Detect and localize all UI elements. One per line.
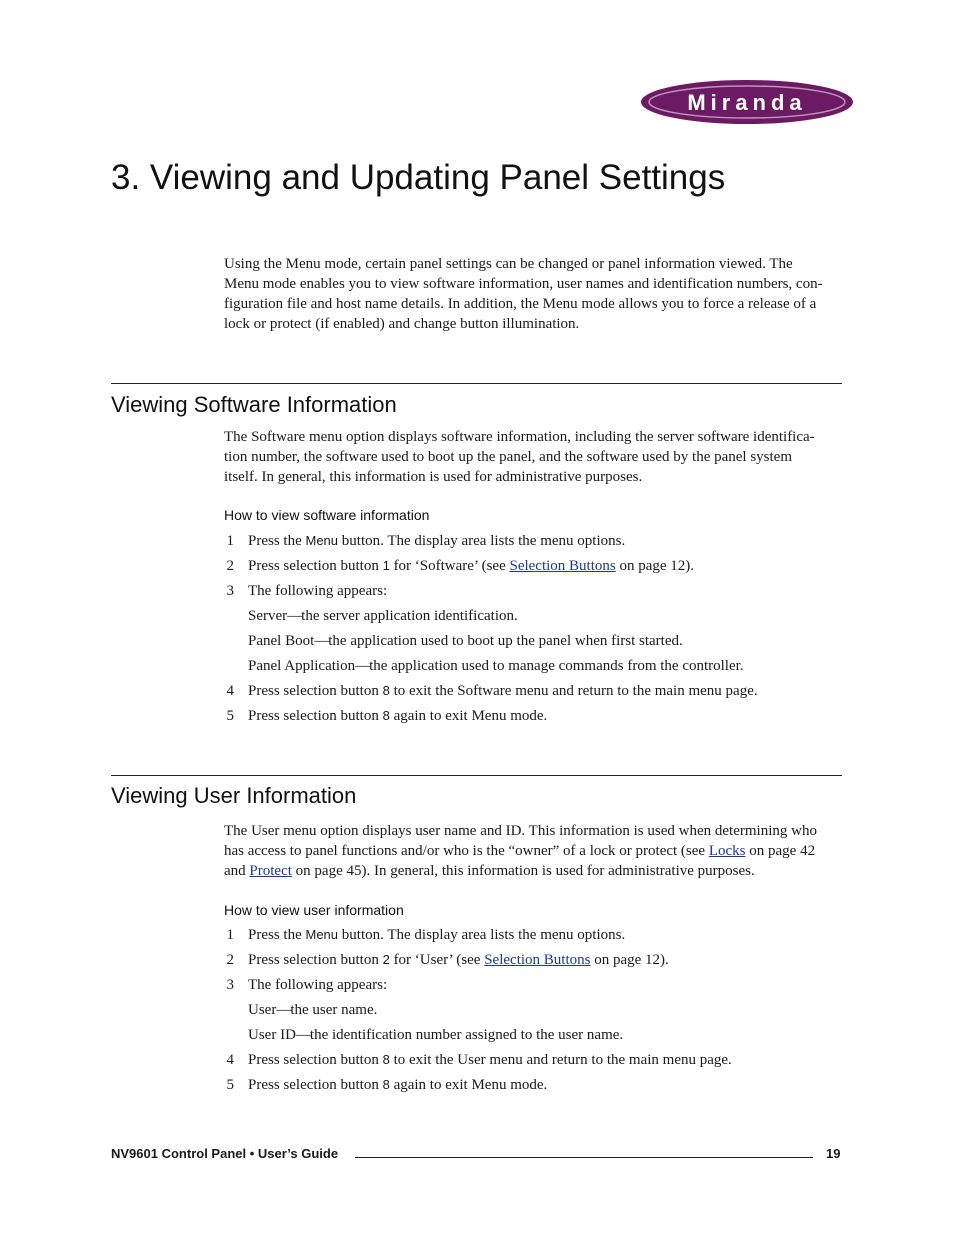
user-step-5: [224, 1075, 842, 1095]
paragraph-line: tion number, the software used to boot up the panel, and the software used by the panel system: [224, 449, 793, 465]
paragraph-line: [224, 861, 842, 881]
step-number: 4: [226, 1052, 234, 1068]
paragraph-text: The User menu option displays user name and ID. This information is used when determining who: [224, 823, 817, 839]
step-text: Press selection button: [248, 1077, 383, 1093]
step-text: Press selection button: [248, 952, 383, 968]
intro-line: Using the Menu mode, certain panel settings can be changed or panel information viewed. The: [224, 256, 793, 272]
miranda-logo: [640, 78, 854, 126]
step-text: button. The display area lists the menu options.: [338, 927, 626, 943]
menu-button-label: Menu: [305, 533, 339, 548]
item-dash: —: [287, 608, 302, 624]
user-step-4: [224, 1050, 842, 1070]
software-item-panel-boot: [224, 631, 866, 651]
item-term: User ID: [248, 1027, 296, 1043]
section-rule: [111, 383, 842, 384]
user-paragraph: [224, 821, 842, 881]
button-number: 8: [382, 708, 390, 723]
step-number: 1: [226, 927, 234, 943]
software-step-4: [224, 681, 842, 701]
software-section-heading: Viewing Software Information: [111, 392, 397, 417]
button-number: 8: [382, 1052, 390, 1067]
software-paragraph: [224, 427, 842, 487]
button-number: 8: [382, 683, 390, 698]
item-dash: —: [276, 1002, 291, 1018]
step-text: Press selection button: [248, 683, 383, 699]
paragraph-line: itself. In general, this information is used for administrative purposes.: [224, 469, 643, 485]
software-step-5: [224, 706, 842, 726]
step-text: The following appears:: [248, 977, 388, 993]
protect-link[interactable]: Protect: [249, 863, 292, 879]
step-number: 4: [226, 683, 234, 699]
menu-button-label: Menu: [305, 927, 339, 942]
step-number: 5: [226, 1077, 234, 1093]
paragraph-line: The Software menu option displays software information, including the server software identifica-: [224, 429, 815, 445]
software-item-panel-application: [224, 656, 866, 676]
section-rule: [111, 775, 842, 776]
footer-doc-title: NV9601 Control Panel • User’s Guide: [111, 1146, 339, 1161]
software-step-3: [224, 581, 842, 601]
logo-text: Miranda: [687, 90, 807, 115]
step-text: to exit the User menu and return to the main menu page.: [389, 1052, 732, 1068]
footer-rule: [355, 1157, 813, 1158]
step-number: 3: [226, 977, 234, 993]
selection-buttons-link[interactable]: Selection Buttons: [509, 558, 616, 574]
item-dash: —: [355, 658, 370, 674]
button-number: 8: [382, 1077, 390, 1092]
step-text: Press selection button: [248, 708, 383, 724]
user-step-1: [224, 925, 842, 945]
intro-line: figuration file and host name details. In addition, the Menu mode allows you to force a release of a: [224, 296, 817, 312]
step-text: again to exit Menu mode.: [389, 1077, 548, 1093]
software-item-server: [224, 606, 866, 626]
locks-link[interactable]: Locks: [708, 843, 746, 859]
software-step-2: [224, 556, 842, 576]
step-number: 5: [226, 708, 234, 724]
paragraph-line: [224, 821, 842, 841]
item-desc: the server application identification.: [301, 608, 518, 624]
user-item-user-id: [224, 1025, 866, 1045]
item-term: Panel Application: [248, 658, 356, 674]
footer-page-number: 19: [826, 1146, 841, 1161]
step-number: 2: [226, 952, 234, 968]
intro-line: Menu mode enables you to view software information, user names and identification numbers, con-: [224, 276, 823, 292]
software-procedure-heading: How to view software information: [224, 507, 430, 523]
user-step-2: [224, 950, 842, 970]
step-text: again to exit Menu mode.: [389, 708, 548, 724]
paragraph-text: and: [224, 863, 250, 879]
item-dash: —: [314, 633, 329, 649]
item-desc: the application used to manage commands from the controller.: [369, 658, 744, 674]
chapter-title: 3. Viewing and Updating Panel Settings: [111, 158, 726, 197]
step-text: Press the: [248, 533, 306, 549]
item-term: User: [248, 1002, 277, 1018]
user-procedure-heading: How to view user information: [224, 902, 404, 918]
selection-buttons-link[interactable]: Selection Buttons: [484, 952, 591, 968]
user-item-user: [224, 1000, 866, 1020]
step-text: to exit the Software menu and return to the main menu page.: [389, 683, 758, 699]
item-desc: the user name.: [290, 1002, 378, 1018]
paragraph-text: has access to panel functions and/or who is the “owner” of a lock or protect (see: [224, 843, 709, 859]
item-term: Panel Boot: [248, 633, 315, 649]
step-text: Press the: [248, 927, 306, 943]
user-step-3: [224, 975, 842, 995]
item-desc: the identification number assigned to the user name.: [309, 1027, 624, 1043]
step-text: for ‘Software’ (see: [389, 558, 510, 574]
step-text: button. The display area lists the menu options.: [338, 533, 626, 549]
button-number: 2: [382, 952, 390, 967]
user-section-heading: Viewing User Information: [111, 783, 357, 808]
step-text: Press selection button: [248, 1052, 383, 1068]
intro-line: lock or protect (if enabled) and change button illumination.: [224, 316, 580, 332]
item-term: Server: [248, 608, 288, 624]
item-desc: the application used to boot up the panel when first started.: [328, 633, 683, 649]
intro-paragraph: [224, 254, 842, 334]
paragraph-text: on page 45). In general, this information is used for administrative purposes.: [291, 863, 755, 879]
button-number: 1: [382, 558, 390, 573]
step-number: 1: [226, 533, 234, 549]
step-text: The following appears:: [248, 583, 388, 599]
step-text: Press selection button: [248, 558, 383, 574]
step-text: for ‘User’ (see: [389, 952, 485, 968]
step-text: on page 12).: [590, 952, 669, 968]
step-number: 3: [226, 583, 234, 599]
paragraph-line: [224, 841, 842, 861]
paragraph-text: on page 42: [745, 843, 816, 859]
step-number: 2: [226, 558, 234, 574]
item-dash: —: [295, 1027, 310, 1043]
software-step-1: [224, 531, 842, 551]
step-text: on page 12).: [615, 558, 695, 574]
